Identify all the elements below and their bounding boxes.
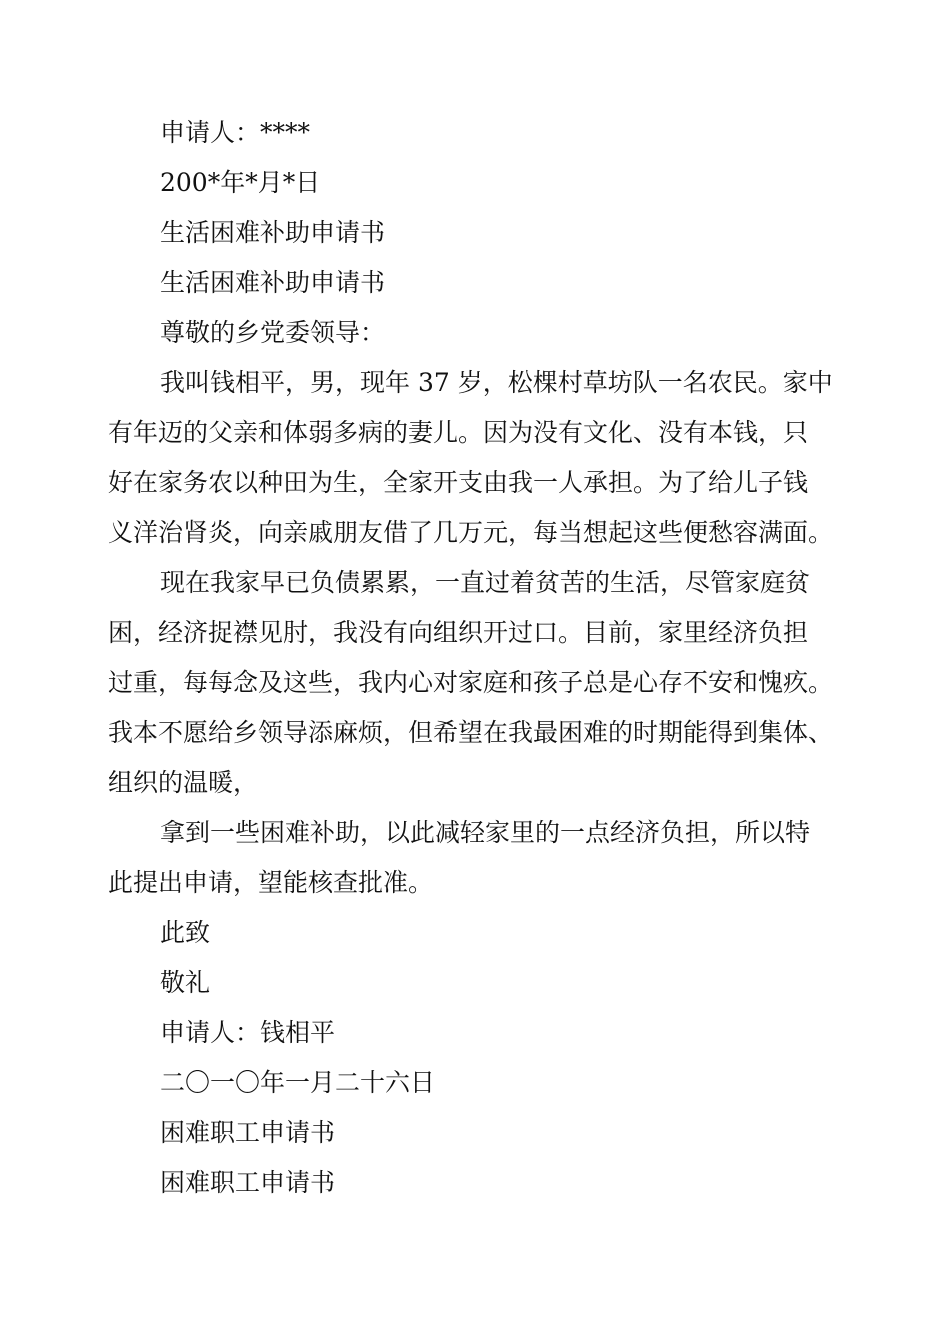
- closing-cizhi: 此致: [160, 918, 211, 947]
- closing-jingli: 敬礼: [160, 968, 211, 997]
- body-paragraph-1-line-3: 好在家务农以种田为生，全家开支由我一人承担。为了给儿子钱: [108, 468, 809, 497]
- body-paragraph-3-line-1: 拿到一些困难补助，以此减轻家里的一点经济负担，所以特: [160, 818, 811, 847]
- body-paragraph-3-line-2: 此提出申请，望能核查批准。: [108, 868, 434, 897]
- body-paragraph-2-line-1: 现在我家早已负债累累，一直过着贫苦的生活，尽管家庭贫: [160, 568, 811, 597]
- body-paragraph-2-line-5: 组织的温暖，: [108, 768, 259, 797]
- body-paragraph-1-line-4: 义洋治肾炎，向亲戚朋友借了几万元，每当想起这些便愁容满面。: [108, 518, 834, 547]
- salutation: 尊敬的乡党委领导：: [160, 318, 386, 347]
- body-paragraph-2-line-4: 我本不愿给乡领导添麻烦，但希望在我最困难的时期能得到集体、: [108, 718, 834, 747]
- letter-title: 生活困难补助申请书: [160, 268, 386, 297]
- signature-date: 二〇一〇年一月二十六日: [160, 1068, 436, 1097]
- body-paragraph-2-line-2: 困，经济捉襟见肘，我没有向组织开过口。目前，家里经济负担: [108, 618, 809, 647]
- applicant-placeholder-line: 申请人：****: [160, 118, 311, 147]
- date-placeholder-line: 200*年*月*日: [160, 168, 321, 197]
- signature-applicant: 申请人：钱相平: [160, 1018, 336, 1047]
- next-letter-title: 困难职工申请书: [160, 1168, 336, 1197]
- body-paragraph-2-line-3: 过重，每每念及这些，我内心对家庭和孩子总是心存不安和愧疚。: [108, 668, 834, 697]
- next-section-title: 困难职工申请书: [160, 1118, 336, 1147]
- section-title: 生活困难补助申请书: [160, 218, 386, 247]
- body-paragraph-1-line-1: 我叫钱相平，男，现年 37 岁，松棵村草坊队一名农民。家中: [160, 368, 833, 397]
- body-paragraph-1-line-2: 有年迈的父亲和体弱多病的妻儿。因为没有文化、没有本钱，只: [108, 418, 809, 447]
